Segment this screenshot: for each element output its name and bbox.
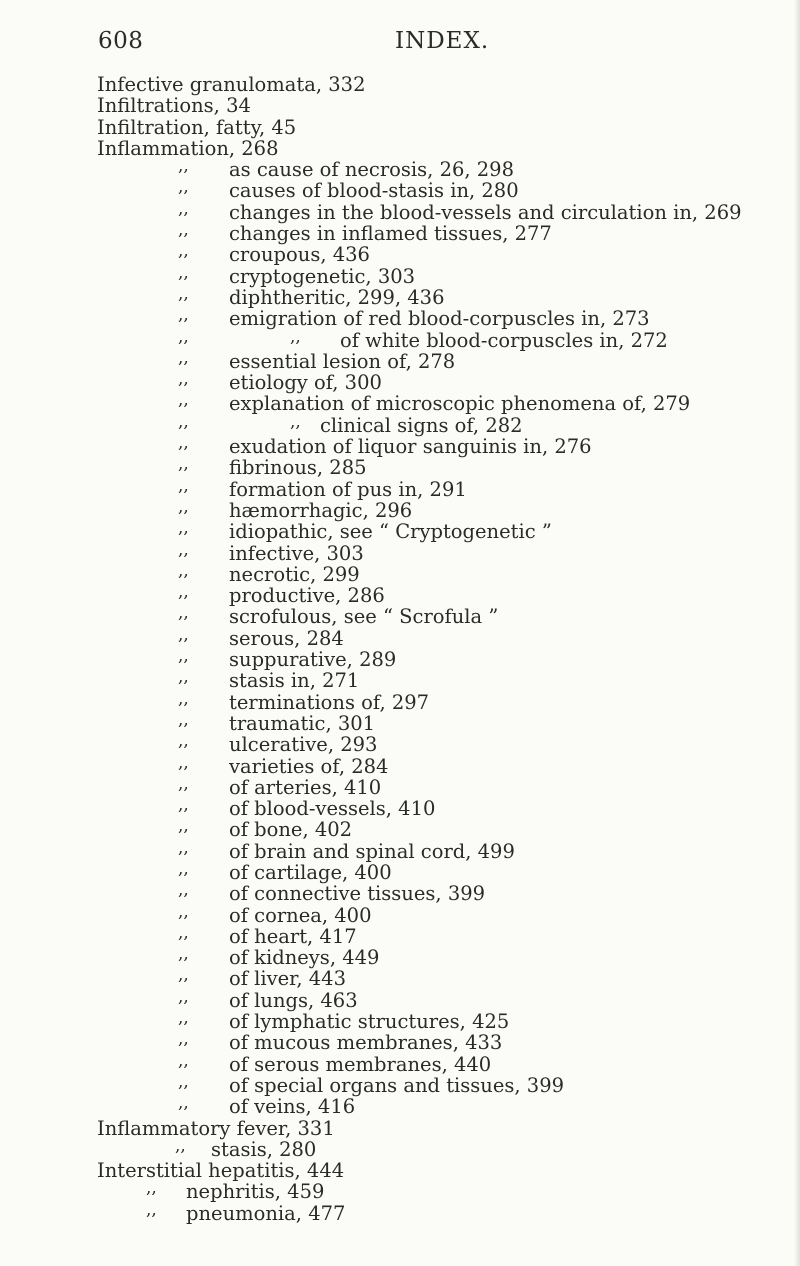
ditto-mark: ,, [178,156,189,177]
index-entry [0,198,800,224]
ditto-mark: ,, [178,560,189,581]
index-entry [0,709,800,735]
index-entry-text: nephritis, 459 [186,1180,325,1204]
index-entry [0,603,800,629]
ditto-mark: ,, [178,603,189,624]
ditto-mark: ,, [178,922,189,943]
running-head: INDEX. [395,28,490,54]
index-entry-text: of kidneys, 449 [229,946,380,970]
ditto-mark: ,, [290,326,301,347]
ditto-mark: ,, [178,752,189,773]
index-entry [0,117,800,138]
index-entry [0,262,800,288]
ditto-mark: ,, [178,944,189,965]
ditto-mark: ,, [178,880,189,901]
index-entry [0,1093,800,1119]
ditto-mark: ,, [178,198,189,219]
index-entry [0,475,800,501]
index-entry [0,1160,800,1181]
ditto-mark: ,, [178,773,189,794]
index-entry [0,177,800,203]
index-entry [0,773,800,799]
index-entry-text: productive, 286 [229,584,385,608]
index-entry-text: terminations of, 297 [229,690,430,714]
ditto-mark: ,, [178,1050,189,1071]
index-entry [0,539,800,565]
index-entry [0,858,800,884]
index-entry-text: idiopathic, see “ Cryptogenetic ” [229,520,552,544]
index-entry-text: of brain and spinal cord, 499 [229,839,515,863]
ditto-mark: ,, [175,1135,186,1156]
ditto-mark: ,, [178,582,189,603]
ditto-mark: ,, [178,262,189,283]
index-entry [0,369,800,395]
index-entry [0,305,800,331]
index-entry-text: exudation of liquor sanguinis in, 276 [229,435,592,459]
index-entry-text: of white blood-corpuscles in, 272 [340,328,668,352]
index-entry-text: hæmorrhagic, 296 [229,498,413,522]
index-entry-text: of special organs and tissues, 399 [229,1073,565,1097]
ditto-mark: ,, [178,1029,189,1050]
index-entry-text: necrotic, 299 [229,562,360,586]
index-entry [0,1118,800,1139]
index-entry-text: Inflammation, 268 [97,136,279,160]
page-header [0,28,800,62]
index-entry [0,326,800,352]
index-entry [0,1008,800,1034]
ditto-mark: ,, [178,837,189,858]
index-entry-text: of heart, 417 [229,924,357,948]
index-entry [0,390,800,416]
index-entry-text: of veins, 416 [229,1095,356,1119]
index-entry [0,795,800,821]
index-entry-text: of connective tissues, 399 [229,882,486,906]
index-entry-text: of arteries, 410 [229,775,382,799]
index-entry-text: explanation of microscopic phenomena of, 279 [229,392,691,416]
index-entry [0,624,800,650]
ditto-mark: ,, [146,1199,157,1220]
index-entry [0,347,800,373]
index-entry [0,837,800,863]
index-entry-text: of cornea, 400 [229,903,372,927]
ditto-mark: ,, [178,1093,189,1114]
index-entry [0,646,800,672]
index-entry [0,560,800,586]
index-entry-text: clinical signs of, 282 [320,413,523,437]
ditto-mark: ,, [178,688,189,709]
ditto-mark: ,, [178,220,189,241]
index-entry-text: Inflammatory fever, 331 [97,1116,335,1140]
ditto-mark: ,, [178,731,189,752]
index-entry [0,1178,800,1204]
index-entry [0,156,800,182]
index-entry-text: of lymphatic structures, 425 [229,1010,510,1034]
ditto-mark: ,, [178,1071,189,1092]
index-entry [0,688,800,714]
index-entry-text: essential lesion of, 278 [229,349,456,373]
index-entry-text: infective, 303 [229,541,364,565]
ditto-mark: ,, [178,326,189,347]
ditto-mark: ,, [178,965,189,986]
ditto-mark: ,, [178,241,189,262]
index-entry [0,1029,800,1055]
index-entry-text: traumatic, 301 [229,711,376,735]
ditto-mark: ,, [178,624,189,645]
index-entry-text: fibrinous, 285 [229,456,367,480]
index-entry [0,922,800,948]
index-entry-text: Interstitial hepatitis, 444 [97,1159,345,1183]
index-entry [0,816,800,842]
index-entry-text: of bone, 402 [229,818,353,842]
index-entry-text: etiology of, 300 [229,371,382,395]
index-entry [0,433,800,459]
ditto-mark: ,, [178,986,189,1007]
index-entry-text: stasis in, 271 [229,669,360,693]
index-entry [0,1050,800,1076]
page-edge-shadow [794,0,800,1266]
index-entry [0,986,800,1012]
ditto-mark: ,, [178,454,189,475]
index-entry-text: Infiltrations, 34 [97,94,251,118]
index-entry [0,411,800,437]
ditto-mark: ,, [178,177,189,198]
ditto-mark: ,, [178,667,189,688]
index-entry [0,283,800,309]
index-entry [0,1071,800,1097]
ditto-mark: ,, [178,369,189,390]
index-entry-text: of lungs, 463 [229,988,358,1012]
index-entry [0,241,800,267]
index-entry [0,138,800,159]
index-entry-text: Infiltration, fatty, 45 [97,115,297,139]
index-entry-text: ulcerative, 293 [229,733,378,757]
index-entry-text: croupous, 436 [229,243,370,267]
ditto-mark: ,, [178,390,189,411]
index-entry-text: of serous membranes, 440 [229,1052,492,1076]
index-entry [0,901,800,927]
ditto-mark: ,, [178,475,189,496]
ditto-mark: ,, [290,411,301,432]
ditto-mark: ,, [178,646,189,667]
index-entry [0,965,800,991]
index-entries [0,74,800,1224]
index-entry [0,496,800,522]
ditto-mark: ,, [178,709,189,730]
ditto-mark: ,, [146,1178,157,1199]
ditto-mark: ,, [178,433,189,454]
ditto-mark: ,, [178,283,189,304]
index-entry-text: stasis, 280 [211,1137,317,1161]
index-entry-text: changes in inflamed tissues, 277 [229,222,552,246]
ditto-mark: ,, [178,305,189,326]
index-entry [0,454,800,480]
ditto-mark: ,, [178,496,189,517]
index-entry [0,752,800,778]
index-entry-text: serous, 284 [229,626,344,650]
index-entry-text: of blood-vessels, 410 [229,797,436,821]
index-entry [0,880,800,906]
index-entry-text: of liver, 443 [229,967,346,991]
index-entry-text: varieties of, 284 [229,754,389,778]
index-entry-text: cryptogenetic, 303 [229,264,416,288]
index-entry [0,95,800,116]
ditto-mark: ,, [178,347,189,368]
ditto-mark: ,, [178,901,189,922]
index-entry [0,944,800,970]
ditto-mark: ,, [178,858,189,879]
index-entry-text: of mucous membranes, 433 [229,1031,503,1055]
index-entry [0,1135,800,1161]
index-entry [0,518,800,544]
index-entry-text: as cause of necrosis, 26, 298 [229,158,514,182]
index-entry [0,220,800,246]
index-entry-text: emigration of red blood-corpuscles in, 273 [229,307,650,331]
page-number: 608 [98,28,144,54]
ditto-mark: ,, [178,539,189,560]
index-entry-text: of cartilage, 400 [229,860,392,884]
index-entry [0,731,800,757]
index-entry-text: suppurative, 289 [229,648,397,672]
ditto-mark: ,, [178,816,189,837]
ditto-mark: ,, [178,518,189,539]
index-entry-text: formation of pus in, 291 [229,477,467,501]
index-entry [0,1199,800,1225]
index-entry [0,74,800,95]
index-entry-text: scrofulous, see “ Scrofula ” [229,605,499,629]
index-entry-text: pneumonia, 477 [186,1201,346,1225]
ditto-mark: ,, [178,1008,189,1029]
index-entry [0,667,800,693]
index-entry [0,582,800,608]
ditto-mark: ,, [178,795,189,816]
ditto-mark: ,, [178,411,189,432]
index-entry-text: diphtheritic, 299, 436 [229,285,445,309]
index-entry-text: Infective granulomata, 332 [97,73,366,96]
index-entry-text: causes of blood-stasis in, 280 [229,179,519,203]
index-entry-text: changes in the blood-vessels and circulation in, 269 [229,200,742,224]
